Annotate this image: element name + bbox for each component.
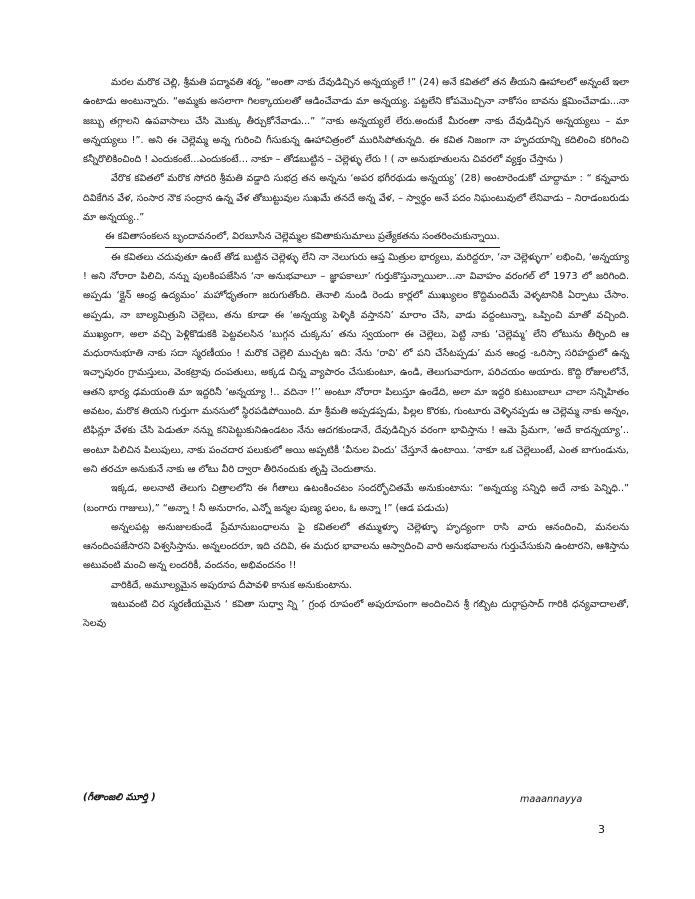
author-handle: maaannayya [520,794,583,805]
paragraph-subhadra: వేరొక కవితలో మరొక సోదరి శ్రీమతి వడ్డాది సుభద్ర తన అన్నను ‘అపర భగీరథుడు అన్నయ్య’ (28) అంటారెండుకో చూద్దామా : “ కన్నవారు దివికేగిన వేళ, సంసార నౌక సంద్రాన ఉన్న వేళ తోబుట్టువుల సుఖమే తనదే అన్న వేళ, – స్వార్థం అనే పదం నిఘంటువులో లేనివాడు – నిరాడంబరుడు మా అన్నయ్య..” [83,173,629,224]
paragraph-deepavali: వారికిదే, అమూల్యమైన అపురూప దీపావళి కానుక అనుకుంటాను. [111,579,352,591]
paragraph-love-bonds: అన్నలపట్ల అనుజులకుండే ప్రేమానుబంధాలను పై కవితలలో తమ్ముళ్ళూ చెల్లెళ్ళూ హృద్యంగా రాసి వారు ఆనందించి, మనలను ఆనందింపజేసారని విశ్వసిస్తాను. అన్నలందరూ, ఇది చదివి, ఈ మధుర భావాలను ఆస్వాదించి వారి అనుభవాలను గుర్తుచేసుకుని ఉంటారని, ఆశిస్తాను అటువంటి మంచి అన్న లందరికీ, వందనం, అభివందనం !! [83,521,629,572]
paragraph-memories: ఈ కవితలు చదువుతూ ఉంటే తోడ బుట్టిన చెల్లెళ్ళు లేని నా నెలుగురు ఆప్త మిత్రుల భార్యలు, మరిద్దరూ, ‘నా చెల్లెళ్ళుగా’ లభించి, ‘అన్నయ్యా ! అని నోరారా పిలిచి, నన్ను పులకింపజేసిన ‘నా అనుభవాలూ – జ్ఞాపకాలూ’ గుర్తుకొస్తున్నాయిలా...నా వివాహం వరంగల్ లో 1973 లో జరిగింది. అప్పడు ‘క్లైన్ ఆంధ్ర ఉద్యమం’ మహోధృతంగా జరుగుతోంది. తెనాలి నుండి రెండు కార్లలో ముఖ్యులం కొద్దిమందిమే వెళ్ళటానికి ఏర్పాటు చేసాం. అప్పడు, నా బాల్యమిత్రుని చెల్లెలు, తను కూడా ఈ ‘అన్నయ్య పెళ్ళికి వస్తానని’ మారాం చేసి, వాడు వద్దంటున్నా, ఒప్పించి మాతో వచ్చింది. ముఖ్యంగా, అలా వచ్చి పెళ్లికొడుకకి పెట్టవలసిన ‘బుగ్గన చుక్కను’ తను స్వయంగా ఈ చెల్లెలు, పెట్టి నాకు ‘చెల్లెమ్మ’ లేని లోటును తీర్చింది ఆ మధురానుభూతి నాకు సదా స్మరణీయం ! మరొక చెల్లెలి ముచ్చట ఇది: నేను ‘రావి’ లో పని చేసేటప్పడు’ మన ఆంధ్ర -ఒరిస్సా సరిహద్దులో ఉన్న ఇచ్ఛాపురం గ్రామస్తులు, వెంకట్రావు దంపతులు, అక్కడ చిన్న వ్యాపారం చేసుకుంటూ, ఉండి, తెలుగువారుగా, పరిచయం అయారు. కొద్ది రోజులలోనే, ఆతని భార్య ఢమయంతి మా ఇద్దరినీ ‘అన్నయ్యా !.. వదినా !’’ అంటూ నోరారా పిలుస్తూ ఉండేది, అలా మా ఇద్దరి కుటుంబాలూ చాలా సన్నిహితం అవటం, మరొక తియని గుర్తుగా మనసులో స్థిరపడిపోయింది. మా శ్రీమతి అప్పడప్పడు, పిల్లల కొరకు, గుంటూరు వెళ్ళినప్పడు ఆ చెల్లెమ్మ నాకు అన్నం, టిఫిన్లూ వేళకు చేసి పెడుతూ నన్ను కనిపెట్టుకునిఉండటం నేను ఆదగకుండానే, దేవుడిచ్చిన వరంగా భావిస్తాను ! ఆమె ప్రేమగా, ‘అదే కాదన్నయ్యా’.. అంటూ పిలిచిన పిలుపులు, నాకు పంచదార పలుకులో అయి అప్పటికీ ‘వీనుల విందు’ చేస్తూనే ఉంటాయి. ‘నాకూ ఒక చెల్లెలుంటే, ఎంత బాగుండును, అని తరచూ అనుకునే నాకు ఆ లోటు వీరి ద్వారా తీరినందుకు తృప్తి చెందుతాను. [83,251,629,475]
paragraph-songs: ఇక్కడ, అలనాటి తెలుగు చిత్రాలలోని ఈ గీతాలు ఉటంకించటం సందర్భోచితమే అనుకుంటాను: “అన్నయ్య సన్నిధి అదే నాకు పెన్నిధి..” (బంగారు గాజులు),” “అన్నా ! నీ అనురాగం, ఎన్నో జన్మల పుణ్య ఫలం, ఓ అన్నా !” (ఆడ పడుచు) [83,483,629,514]
section-heading: ఈ కవితాసంకలన బృందావనంలో, విరబూసిన చెల్లెమ్మల కవితాకుసుమాలు ప్రత్యేకతను సంతరించుకున్నాయి. [105,227,500,247]
document-body [83,73,629,634]
page-number: 3 [598,823,605,836]
paragraph-thanks: ఇటువంటి చిర స్మరణీయమైన ‘ కవితా సుధ్వా న్ని ’ గ్రంథ రూపంలో అపురూపంగా అందించిన శ్రీ గబ్బిట దుర్గాప్రసాద్ గారికి ధన్యవాదాలతో, సెలవు [83,599,629,630]
author-signature: (గీతాంజలి మూర్తి ) [83,792,156,803]
paragraph-padmavati: మరల మరొక చెల్లి, శ్రీమతి పద్మావతి శర్మ, “అంతా నాకు దేవుడిచ్చిన అన్నయ్యలే !” (24) అనే కవితలో తన తీయని ఊహాలలో అన్నంటే ఇలా ఉంటాడు అంటున్నారు. “అమ్మకు అసలాగా గిలక్కాయలతో ఆడించేవాడు మా అన్నయ్య. పట్టలేని కోపమొచ్చినా నాకోసం బావను క్షమించేవాడు...నా జబ్బు తగ్గాలని ఉపవాసాలు చేసి మొక్కు తీర్చుకోనేవాడు...” “నాకు అన్నయ్యలే లేరు.అందుకే మీరంతా నాకు దేవుడిచ్చిన అన్నయ్యలు – మా అన్నయ్యలు !”. అని ఈ చెల్లెమ్మ అన్న గురించి గీసుకున్న ఊహాచిత్రంలో మురిసిపోతున్నది. ఈ కవిత నిజంగా నా హృదయాన్ని కదిలించి కరిగించి కన్నీరొలికించింది ! ఎందుకంటే...ఎందుకంటే… నాకూ – తోడబుట్టిన – చెల్లెళ్ళు లేరు ! ( నా అనుభూతులను చివరలో వ్యక్తం చేస్తాను ) [83,77,629,166]
section-heading-wrap [83,227,629,247]
